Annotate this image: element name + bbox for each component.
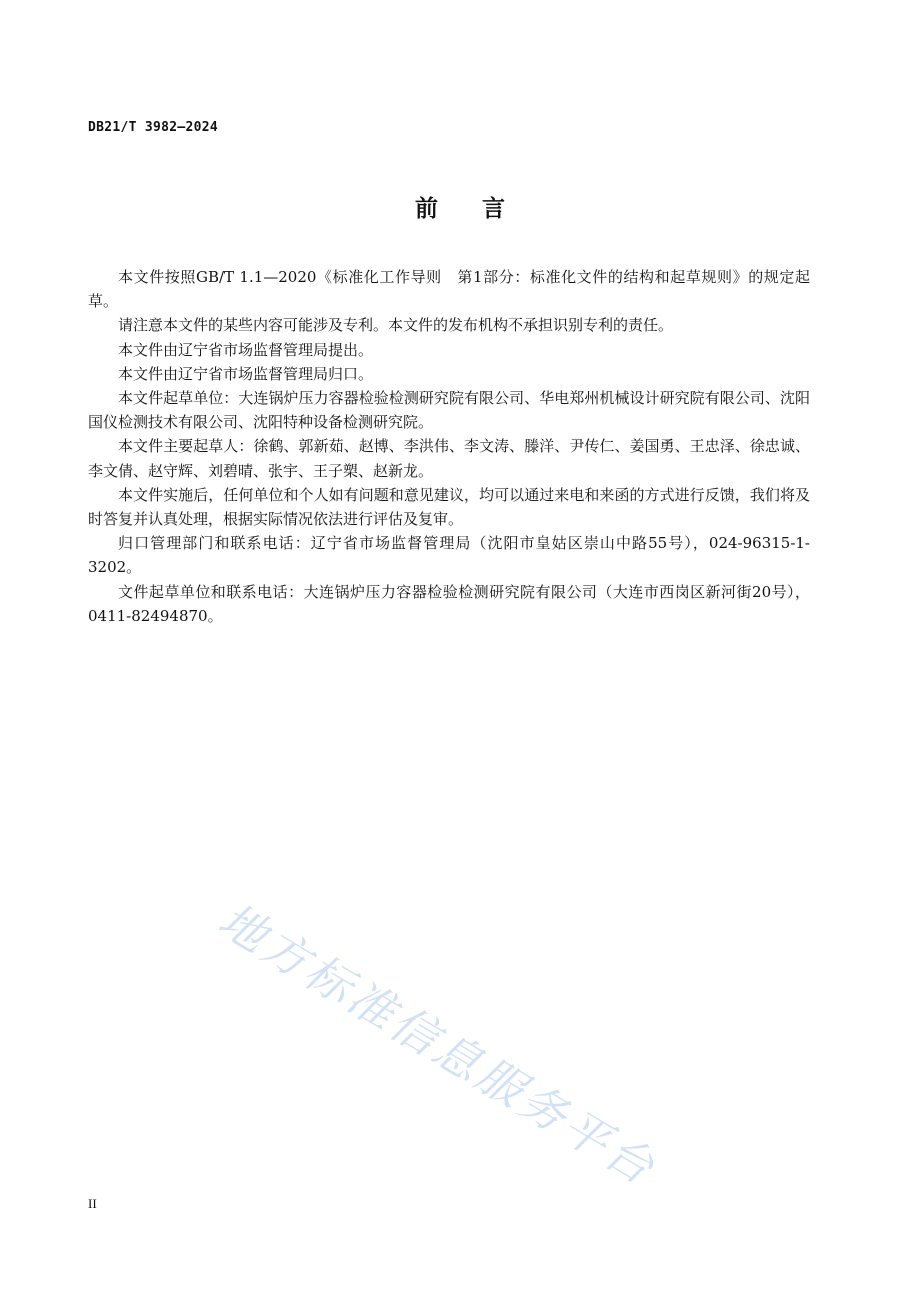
paragraph-patent-notice: 请注意本文件的某些内容可能涉及专利。本文件的发布机构不承担识别专利的责任。	[118, 316, 674, 335]
page-number: II	[88, 1196, 97, 1211]
paragraph-feedback: 本文件实施后，任何单位和个人如有问题和意见建议，均可以通过来电和来函的方式进行反馈，我们将及时答复并认真处理，根据实际情况依法进行评估及复审。	[88, 485, 810, 529]
page-title: 前言	[415, 195, 549, 222]
paragraph-centralized-by: 本文件由辽宁省市场监督管理局归口。	[118, 364, 374, 383]
standard-code: DB21/T 3982—2024	[88, 120, 219, 135]
paragraph-drafters: 本文件主要起草人：徐鹤、郭新茹、赵博、李洪伟、李文涛、滕洋、尹传仁、姜国勇、王忠泽、徐忠诚、李文倩、赵守辉、刘碧晴、张宇、王子槊、赵新龙。	[88, 437, 810, 480]
foreword-body	[88, 265, 810, 628]
paragraph-proposer: 本文件由辽宁省市场监督管理局提出。	[118, 340, 374, 359]
paragraph-authority-contact: 归口管理部门和联系电话：辽宁省市场监督管理局（沈阳市皇姑区崇山中路55号），024-96315-1-3202。	[88, 534, 810, 577]
paragraph-drafter-contact: 文件起草单位和联系电话：大连锅炉压力容器检验检测研究院有限公司（大连市西岗区新河街20号），0411-82494870。	[88, 582, 810, 625]
paragraph-drafting-units: 本文件起草单位：大连锅炉压力容器检验检测研究院有限公司、华电郑州机械设计研究院有限公司、沈阳国仪检测技术有限公司、沈阳特种设备检测研究院。	[88, 389, 810, 432]
watermark: 地方标准信息服务平台	[209, 892, 666, 1197]
paragraph-drafting-rules: 本文件按照GB/T 1.1—2020《标准化工作导则 第1部分：标准化文件的结构和起草规则》的规定起草。	[88, 268, 810, 311]
